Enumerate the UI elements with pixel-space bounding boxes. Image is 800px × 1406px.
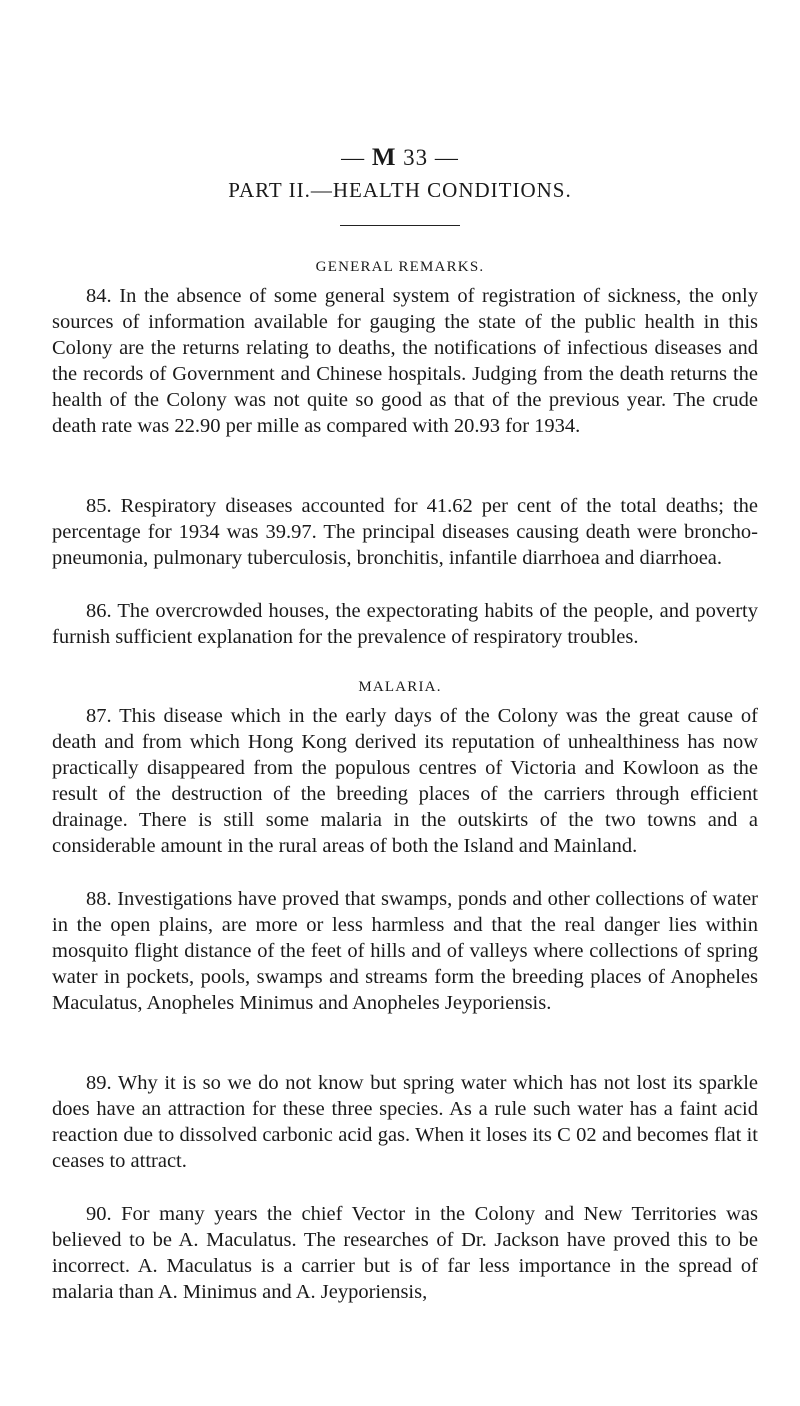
page-number-value: 33 — — [396, 145, 459, 170]
paragraph-89: 89. Why it is so we do not know but spring water which has not lost its sparkle does have an attraction for these three species. As a rule such water has a faint acid reaction due to dissolved carbonic acid gas. When it loses its C 02 and becomes flat it ceases to attract. — [52, 1072, 758, 1172]
page-number-letter: M — [371, 144, 397, 171]
page-number — [0, 144, 800, 172]
paragraph-90: 90. For many years the chief Vector in the Colony and New Territories was believed to be A. Maculatus. The researches of Dr. Jackson have proved this to be incorrect. A. Maculatus is a carrier but is of far less importance in the spread of malaria than A. Minimus and A. Jeyporiensis, — [52, 1203, 758, 1303]
paragraph-88: 88. Investigations have proved that swamps, ponds and other collections of water in the open plains, are more or less harmless and that the real danger lies within mosquito flight distance of the feet of hills and of valleys where collections of spring water in pockets, pools, swamps and streams form the breeding places of Anopheles Maculatus, Anopheles Minimus and Anopheles Jeyporiensis. — [52, 888, 758, 1014]
section-heading-malaria: MALARIA. — [358, 679, 442, 695]
title-divider — [340, 225, 460, 226]
paragraph-84: 84. In the absence of some general system of registration of sickness, the only sources of information available for gauging the state of the public health in this Colony are the returns relating to deaths, the notifications of infectious diseases and the records of Government and Chinese hospitals. Judging from the death returns the health of the Colony was not quite so good as that of the previous year. The crude death rate was 22.90 per mille as compared with 20.93 for 1934. — [52, 285, 758, 437]
paragraph-86: 86. The overcrowded houses, the expectorating habits of the people, and poverty furnish sufficient explanation for the prevalence of respiratory troubles. — [52, 600, 758, 648]
paragraph-87: 87. This disease which in the early days of the Colony was the great cause of death and from which Hong Kong derived its reputation of unhealthiness has now practically disappeared from the populous centres of Victoria and Kowloon as the result of the destruction of the breeding places of the carriers through efficient drainage. There is still some malaria in the outskirts of the two towns and a considerable amount in the rural areas of both the Island and Mainland. — [52, 705, 758, 857]
paragraph-85: 85. Respiratory diseases accounted for 41.62 per cent of the total deaths; the percentage for 1934 was 39.97. The principal diseases causing death were broncho-pneumonia, pulmonary tuberculosis, bronchitis, infantile diarrhoea and diarrhoea. — [52, 495, 758, 569]
part-title: PART II.—HEALTH CONDITIONS. — [228, 178, 572, 202]
section-heading-general-remarks: GENERAL REMARKS. — [315, 259, 485, 275]
page-number-prefix: — — [341, 145, 372, 170]
